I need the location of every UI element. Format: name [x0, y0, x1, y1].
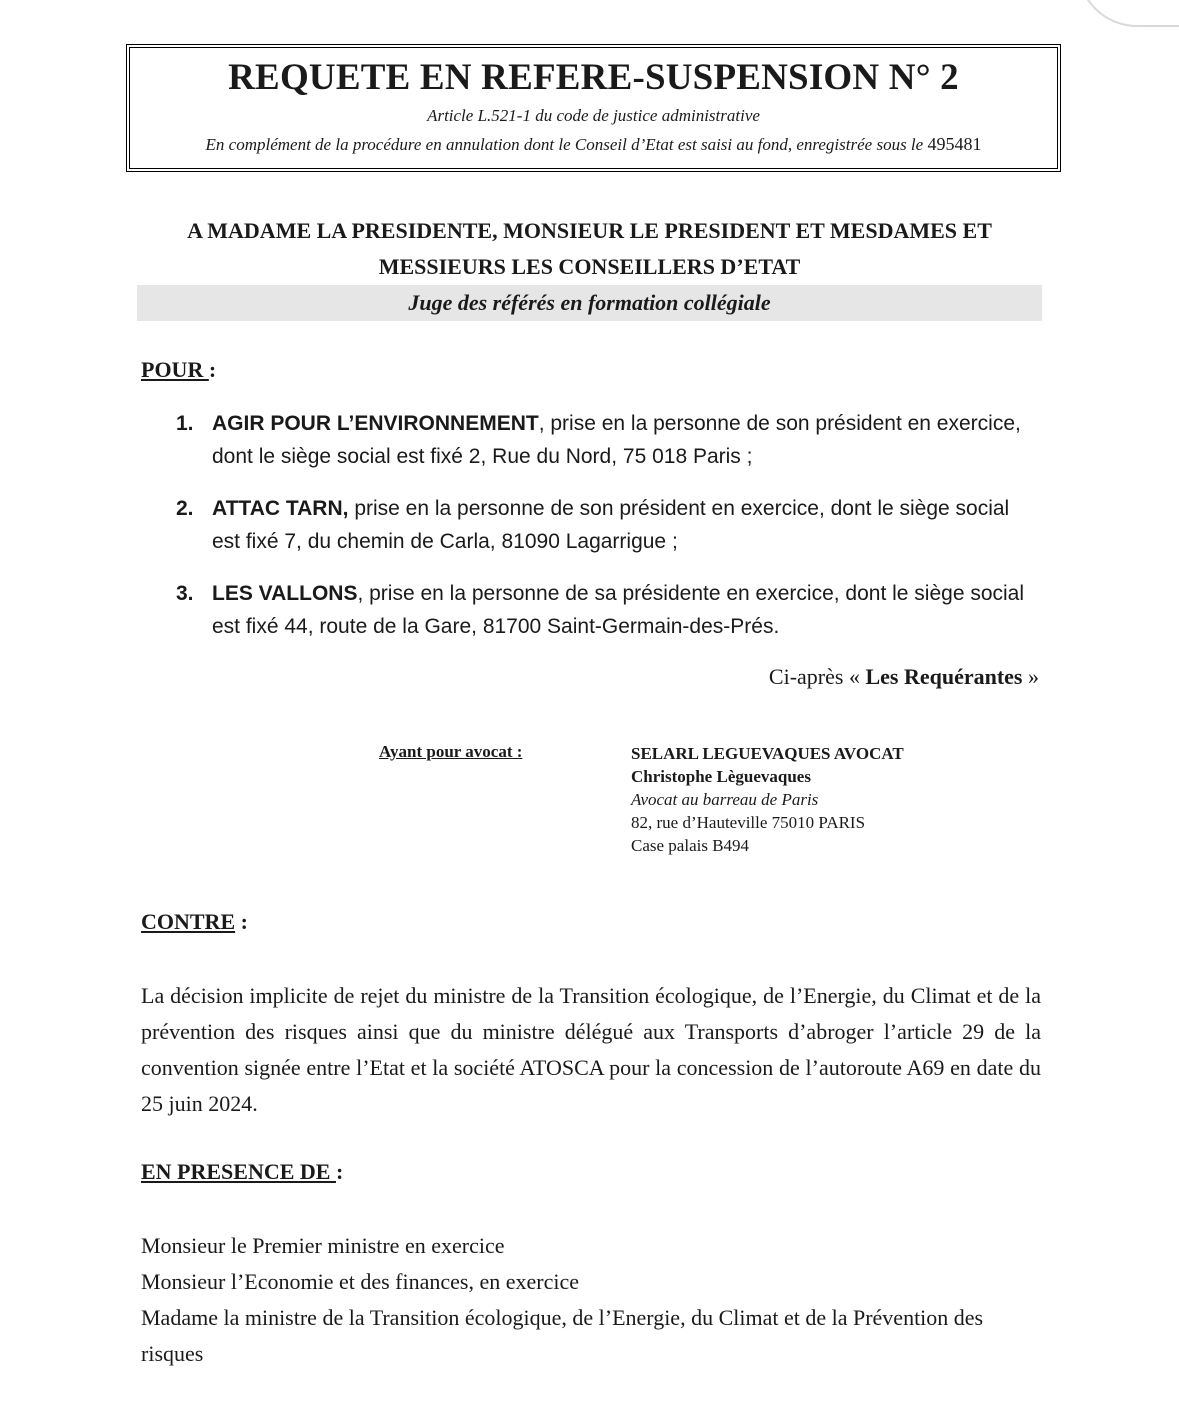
- complement-text: En complément de la procédure en annulation dont le Conseil d’Etat est saisi au fond, enregistrée sous le: [205, 135, 924, 154]
- document-title: REQUETE EN REFERE-SUSPENSION N° 2: [228, 57, 959, 98]
- avocat-firm: SELARL LEGUEVAQUES AVOCAT: [631, 744, 904, 763]
- contre-heading-colon: :: [235, 909, 248, 934]
- party-text: [212, 492, 1036, 558]
- ci-apres-prefix: Ci-après «: [768, 664, 866, 689]
- parties-list: [176, 407, 1036, 662]
- addressee-line-1: A MADAME LA PRESIDENTE, MONSIEUR LE PRESIDENT ET MESDAMES ET: [187, 218, 992, 243]
- party-details: , prise en la personne de sa présidente en exercice, dont le siège social est fixé 44, route de la Gare, 81700 Saint-Germain-des-Prés.: [212, 582, 1025, 638]
- addressee-block: [137, 213, 1042, 321]
- party-index: 2.: [176, 497, 194, 520]
- page-curl-decoration: [1077, 0, 1179, 27]
- avocat-label: Ayant pour avocat :: [379, 742, 523, 761]
- list-item: [176, 577, 1036, 643]
- party-name: LES VALLONS: [212, 582, 358, 605]
- presence-line: Monsieur le Premier ministre en exercice: [141, 1233, 505, 1258]
- avocat-case: Case palais B494: [631, 836, 750, 855]
- ci-apres-line: [769, 664, 1039, 690]
- presence-heading-text: EN PRESENCE DE: [141, 1159, 336, 1184]
- case-number: 495481: [927, 134, 982, 154]
- list-item: [176, 407, 1036, 473]
- party-index: 1.: [176, 412, 194, 435]
- pour-heading-text: POUR: [141, 357, 209, 382]
- avocat-block: [631, 742, 904, 857]
- presence-heading: [141, 1159, 343, 1185]
- presence-list: [141, 1228, 1041, 1372]
- avocat-bar: Avocat au barreau de Paris: [631, 790, 819, 809]
- pour-heading: [141, 357, 216, 383]
- party-text: [212, 577, 1036, 643]
- addressee-line-2: MESSIEURS LES CONSEILLERS D’ETAT: [378, 254, 801, 279]
- party-details: prise en la personne de son président en exercice, dont le siège social est fixé 7, du chemin de Carla, 81090 Lagarrigue ;: [212, 497, 1010, 553]
- contre-heading-text: CONTRE: [141, 909, 236, 934]
- avocat-street: 82, rue d’Hauteville 75010 PARIS: [631, 813, 866, 832]
- presence-line: Madame la ministre de la Transition écologique, de l’Energie, du Climat et de la Prévention des risques: [141, 1305, 984, 1366]
- procedure-complement: [127, 134, 1060, 155]
- party-index: 3.: [176, 582, 194, 605]
- court-formation: Juge des référés en formation collégiale: [137, 285, 1042, 321]
- article-reference: Article L.521-1 du code de justice administrative: [427, 106, 760, 125]
- party-text: [212, 407, 1036, 473]
- presence-line: Monsieur l’Economie et des finances, en exercice: [141, 1269, 579, 1294]
- avocat-name: Christophe Lèguevaques: [631, 767, 811, 786]
- party-name: ATTAC TARN,: [212, 497, 349, 520]
- ci-apres-suffix: »: [1022, 664, 1039, 689]
- party-details: , prise en la personne de son président en exercice, dont le siège social est fixé 2, Rue du Nord, 75 018 Paris ;: [212, 412, 1021, 468]
- title-box: [126, 44, 1061, 172]
- list-item: [176, 492, 1036, 558]
- pour-heading-colon: :: [208, 357, 217, 382]
- ci-apres-name: Les Requérantes: [865, 664, 1023, 689]
- party-name: AGIR POUR L’ENVIRONNEMENT: [212, 412, 539, 435]
- contre-heading: [141, 909, 248, 935]
- contre-paragraph: La décision implicite de rejet du ministre de la Transition écologique, de l’Energie, du Climat et de la prévention des risques ainsi que du ministre délégué aux Transports d’abroger l’article 29 de la convention signée entre l’Etat et la société ATOSCA pour la concession de l’autoroute A69 en date du 25 juin 2024.: [141, 983, 1041, 1116]
- presence-heading-colon: :: [335, 1159, 344, 1184]
